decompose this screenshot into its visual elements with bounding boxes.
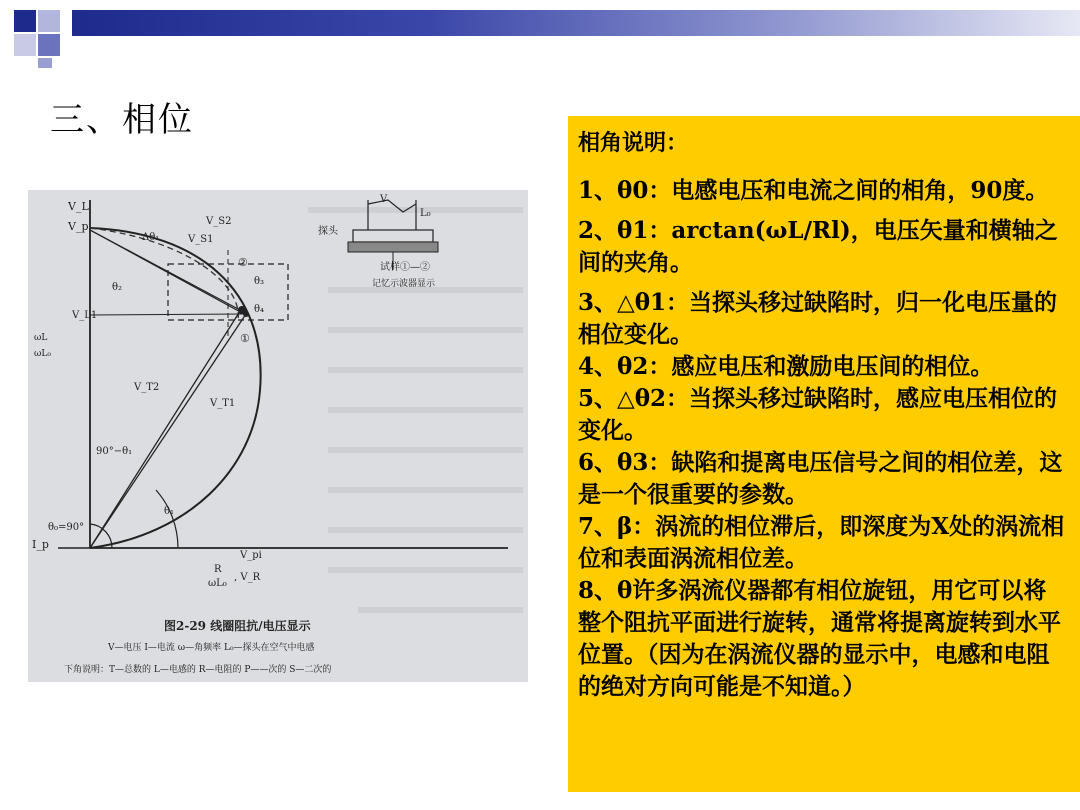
figure-legend-line1: V—电压 I—电流 ω—角频率 L₀—探头在空气中电感 [108,643,315,653]
label-v: V [380,194,388,205]
label-vl1: V_L1 [72,310,98,321]
label-r-denominator: ωL₀ [208,578,227,589]
slide-title: 三、相位 [50,100,194,140]
label-theta4: θ₄ [254,304,265,315]
note-item: 7、β：涡流的相位滞后，即深度为X处的涡流相位和表面涡流相位差。 [578,513,1065,572]
label-vpi: V_pi [240,550,262,561]
header-square-blue [38,34,60,56]
label-vs2: V_S2 [206,216,232,227]
note-item: 6、θ3：缺陷和提离电压信号之间的相位差，这是一个很重要的参数。 [578,449,1063,508]
label-vt1: V_T1 [210,398,236,409]
label-ninety-minus-theta: 90°−θ₁ [96,446,133,457]
impedance-diagram [28,190,528,682]
label-point-1: ① [240,332,250,345]
note-item: 8、θ许多涡流仪器都有相位旋钮，用它可以将整个阻抗平面进行旋转，通常将提离旋转到水平位置。（因为在涡流仪器的显示中，电感和电阻的绝对方向可能是不知道。） [578,577,1061,700]
label-theta0: θ₀=90° [48,522,85,533]
label-ip: I_p [32,538,49,551]
header-square-small [38,58,52,68]
label-theta2: θ₂ [112,282,123,293]
label-r-numerator: R [214,564,222,575]
figure-caption: 图2-29 线圈阻抗/电压显示 [164,619,311,633]
label-vr: , V_R [234,572,261,583]
notes-heading: 相角说明： [578,130,689,156]
note-item: 3、△θ1：当探头移过缺陷时，归一化电压量的相位变化。 [578,289,1058,348]
label-y-numerator: ωL [34,333,48,343]
scope-label: 记忆示波器显示 [372,279,436,289]
label-vs1: V_S1 [188,234,214,245]
header-square-navy [14,10,36,32]
note-item: 4、θ2：感应电压和激励电压间的相位。 [578,353,994,380]
impedance-figure [28,190,528,682]
label-delta-theta: Δθ₁ [142,232,160,243]
note-item: 2、θ1：arctan(ωL/Rl)，电压矢量和横轴之间的夹角。 [578,217,1058,276]
label-theta1: θ₁ [164,506,175,517]
label-theta3: θ₃ [254,276,265,287]
probe-label: 探头 [318,226,338,237]
label-vp: V_p [68,220,89,233]
header-square-lilac-2 [14,34,36,56]
note-item: 5、△θ2：当探头移过缺陷时，感应电压相位的变化。 [578,385,1058,444]
phase-notes-panel [568,116,1080,792]
label-l0: L₀ [420,208,431,219]
note-item: 1、θ0：电感电压和电流之间的相角，90度。 [578,177,1049,204]
sample-label: 试样①—② [380,262,430,273]
header-square-lilac [38,10,60,32]
figure-legend-line2: 下角说明：T—总数的 L—电感的 R—电阻的 P——次的 S—二次的 [64,665,332,675]
header-gradient-bar [72,10,1080,36]
label-vt2: V_T2 [134,382,160,393]
label-y-denominator: ωL₀ [34,349,51,359]
label-vl: V_L [68,200,89,213]
label-point-2: ② [238,256,248,269]
